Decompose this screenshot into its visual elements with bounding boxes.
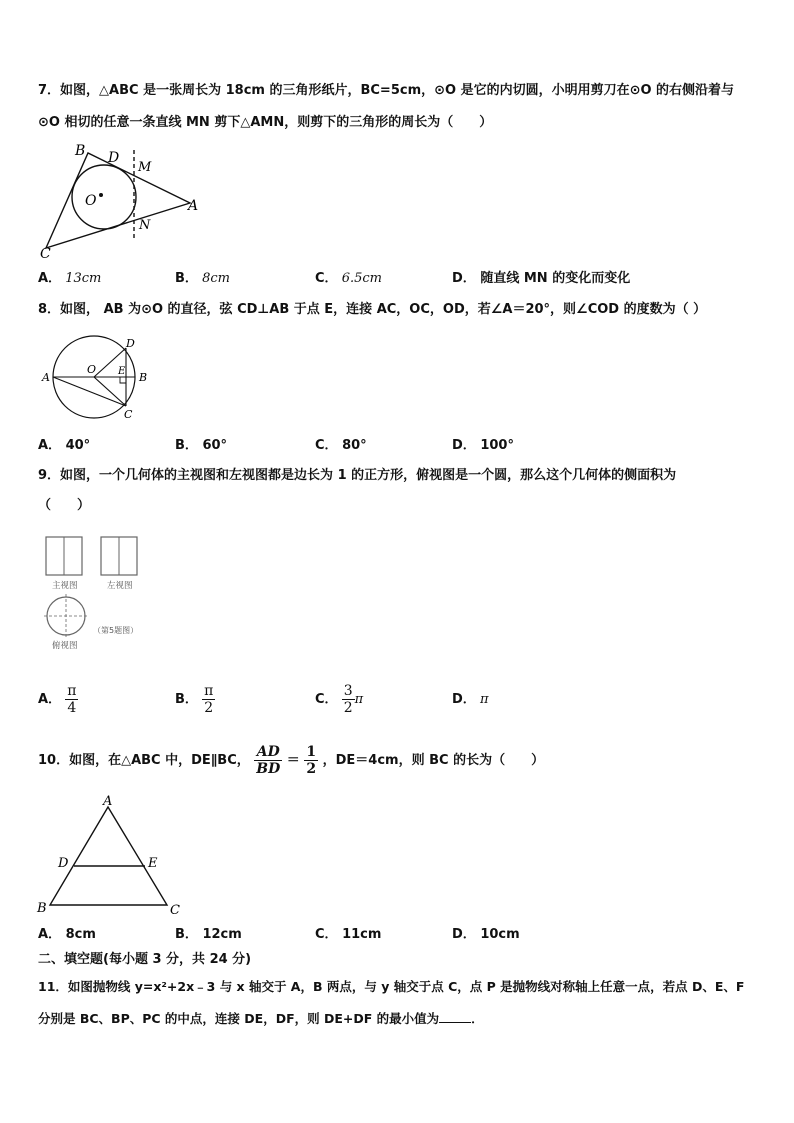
q7-label-n: N [139, 218, 151, 233]
q8-segment-ac [53, 377, 126, 406]
q9-option-c[interactable]: C． $\frac{3}{2}$ π [315, 683, 364, 716]
q7-option-a[interactable]: A． 13cm [38, 271, 102, 286]
q8-label-o: O [87, 363, 97, 376]
q7-line1: 7．如图，△ABC 是一张周长为 18cm 的三角形纸片，BC=5cm，⊙O 是它的内切圆，小明用剪刀在⊙O 的右侧沿着与 [38, 83, 735, 98]
q7-label-b: B [75, 143, 86, 159]
q7-label-c: C [40, 246, 51, 262]
q7-option-b[interactable]: B． 8cm [175, 271, 230, 286]
q10-option-d[interactable]: D． 10cm [452, 927, 520, 942]
q9-line2: （ ） [38, 498, 91, 513]
q9-label-left: 左视图 [107, 581, 133, 591]
q7-incircle [72, 165, 136, 229]
q11-line1: 11．如图抛物线 y=x²+2x﹣3 与 x 轴交于 A，B 两点，与 y 轴交于点 C，点 P 是抛物线对称轴上任意一点，若点 D、E、F [38, 979, 745, 994]
q9-option-b[interactable]: B． $\frac{\pi}{2}$ [175, 683, 214, 716]
q8-label-c: C [124, 408, 133, 421]
q8-option-a[interactable]: A． 40° [38, 438, 91, 453]
q7-triangle-abc [46, 153, 190, 248]
q7-figure [38, 140, 208, 262]
q8-right-angle-mark [120, 377, 126, 383]
q10-label-c: C [170, 903, 180, 918]
q11-answer-blank[interactable] [439, 1010, 471, 1023]
q9-option-a[interactable]: A． $\frac{\pi}{4}$ [38, 683, 77, 716]
q7-label-m: M [138, 160, 152, 175]
q10-option-a[interactable]: A． 8cm [38, 927, 96, 942]
q10-figure [36, 793, 186, 919]
q11-line2: 分别是 BC、BP、PC 的中点，连接 DE，DF，则 DE+DF 的最小值为 ． [38, 1011, 484, 1026]
q7-label-d: D [108, 150, 120, 166]
q7-center-dot [99, 193, 103, 197]
q10-label-e: E [148, 856, 158, 871]
q9-line1: 9．如图，一个几何体的主视图和左视图都是边长为 1 的正方形，俯视图是一个圆，那么这个几何体的侧面积为 [38, 468, 677, 483]
q9-label-top: 俯视图 [52, 641, 78, 651]
q7-label-o: O [85, 193, 97, 209]
q10-label-b: B [37, 901, 47, 916]
q9-figure [38, 530, 148, 654]
q8-option-d[interactable]: D． 100° [452, 438, 514, 453]
q10-option-c[interactable]: C． 11cm [315, 927, 382, 942]
q7-line2: ⊙O 相切的任意一条直线 MN 剪下△AMN，则剪下的三角形的周长为（ ） [38, 115, 493, 130]
q8-option-b[interactable]: B． 60° [175, 438, 228, 453]
q10-line1: 10．如图，在△ABC 中，DE∥BC， $\frac{AD}{BD}$ ＝ $\frac{1}{2}$ ，DE＝4cm，则 BC 的长为（ ） [38, 744, 545, 777]
q8-segment-oc [94, 377, 126, 406]
q8-label-e: E [118, 366, 126, 377]
q7-option-d[interactable]: D． 随直线 MN 的变化而变化 [452, 271, 631, 286]
q8-label-d: D [126, 337, 135, 350]
q8-figure [38, 334, 156, 426]
q7-option-c[interactable]: C． 6.5cm [315, 271, 382, 286]
section2-title: 二、填空题(每小题 3 分，共 24 分) [38, 952, 252, 967]
q10-label-a: A [103, 794, 113, 809]
q9-label-front: 主视图 [52, 581, 78, 591]
q8-option-c[interactable]: C． 80° [315, 438, 367, 453]
q9-caption: （第5题图） [93, 626, 139, 635]
q8-label-b: B [139, 371, 148, 384]
q10-label-d: D [58, 856, 69, 871]
q7-label-a: A [188, 198, 199, 214]
q10-option-b[interactable]: B． 12cm [175, 927, 242, 942]
q8-line1: 8．如图， AB 为⊙O 的直径，弦 CD⊥AB 于点 E，连接 AC，OC，OD，若∠A＝20°，则∠COD 的度数为（ ） [38, 302, 707, 317]
q8-label-a: A [42, 371, 50, 384]
q9-option-d[interactable]: D． π [452, 692, 489, 707]
